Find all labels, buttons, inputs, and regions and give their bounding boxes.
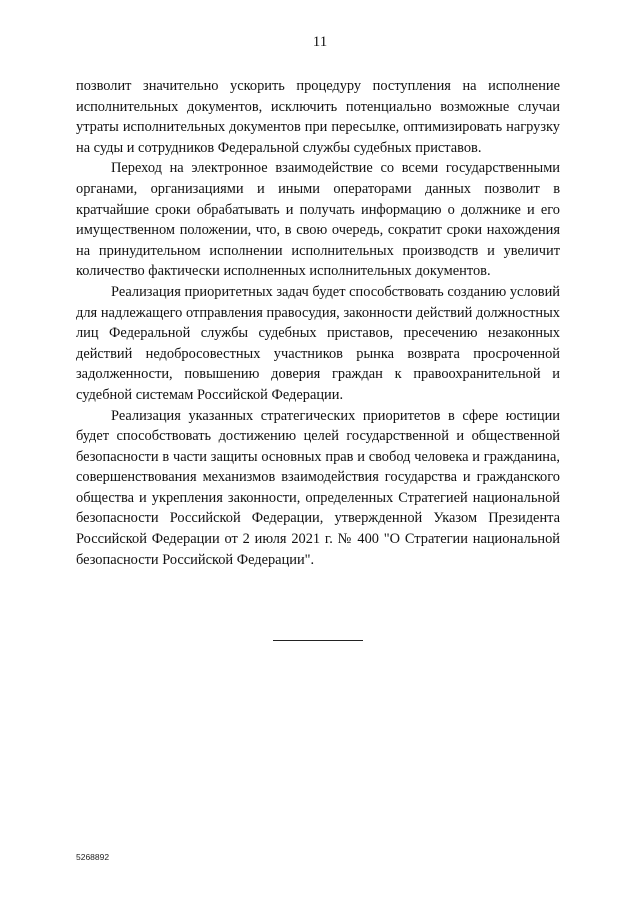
paragraph-electronic-interaction: Переход на электронное взаимодействие со всеми государственными органами, организациями и иными операторами данных позволит в кратчайшие сроки обрабатывать и получать информацию о должнике и его имущественном положении, что, в свою очередь, сократит сроки нахождения на принудительном исполнении исполнительных производств и увеличит количество фактически исполненных исполнительных документов. xyxy=(76,160,560,280)
end-separator-line xyxy=(273,640,363,641)
page-number: 11 xyxy=(312,34,328,50)
document-body xyxy=(76,76,560,570)
paragraph-continuation: позволит значительно ускорить процедуру поступления на исполнение исполнительных документов, исключить потенциально возможные случаи утраты исполнительных документов при пересылке, оптимизировать нагрузку на суды и сотрудников Федеральной службы судебных приставов. xyxy=(76,78,560,156)
document-code: 5268892 xyxy=(76,852,110,862)
paragraph-priority-tasks: Реализация приоритетных задач будет способствовать созданию условий для надлежащего отправления правосудия, законности действий должностных лиц Федеральной службы судебных приставов, пресечению незаконных действий недобросовестных участников рынка возврата просроченной задолженности, повышению доверия граждан к правоохранительной и судебной системам Российской Федерации. xyxy=(76,283,560,403)
paragraph-strategic-priorities: Реализация указанных стратегических приоритетов в сфере юстиции будет способствовать достижению целей государственной и общественной безопасности в части защиты основных прав и свобод человека и гражданина, совершенствования механизмов взаимодействия государства и гражданского общества и укрепления законности, определенных Стратегией национальной безопасности Российской Федерации, утвержденной Указом Президента Российской Федерации от 2 июля 2021 г. № 400 "О Стратегии национальной безопасности Российской Федерации". xyxy=(76,407,560,568)
